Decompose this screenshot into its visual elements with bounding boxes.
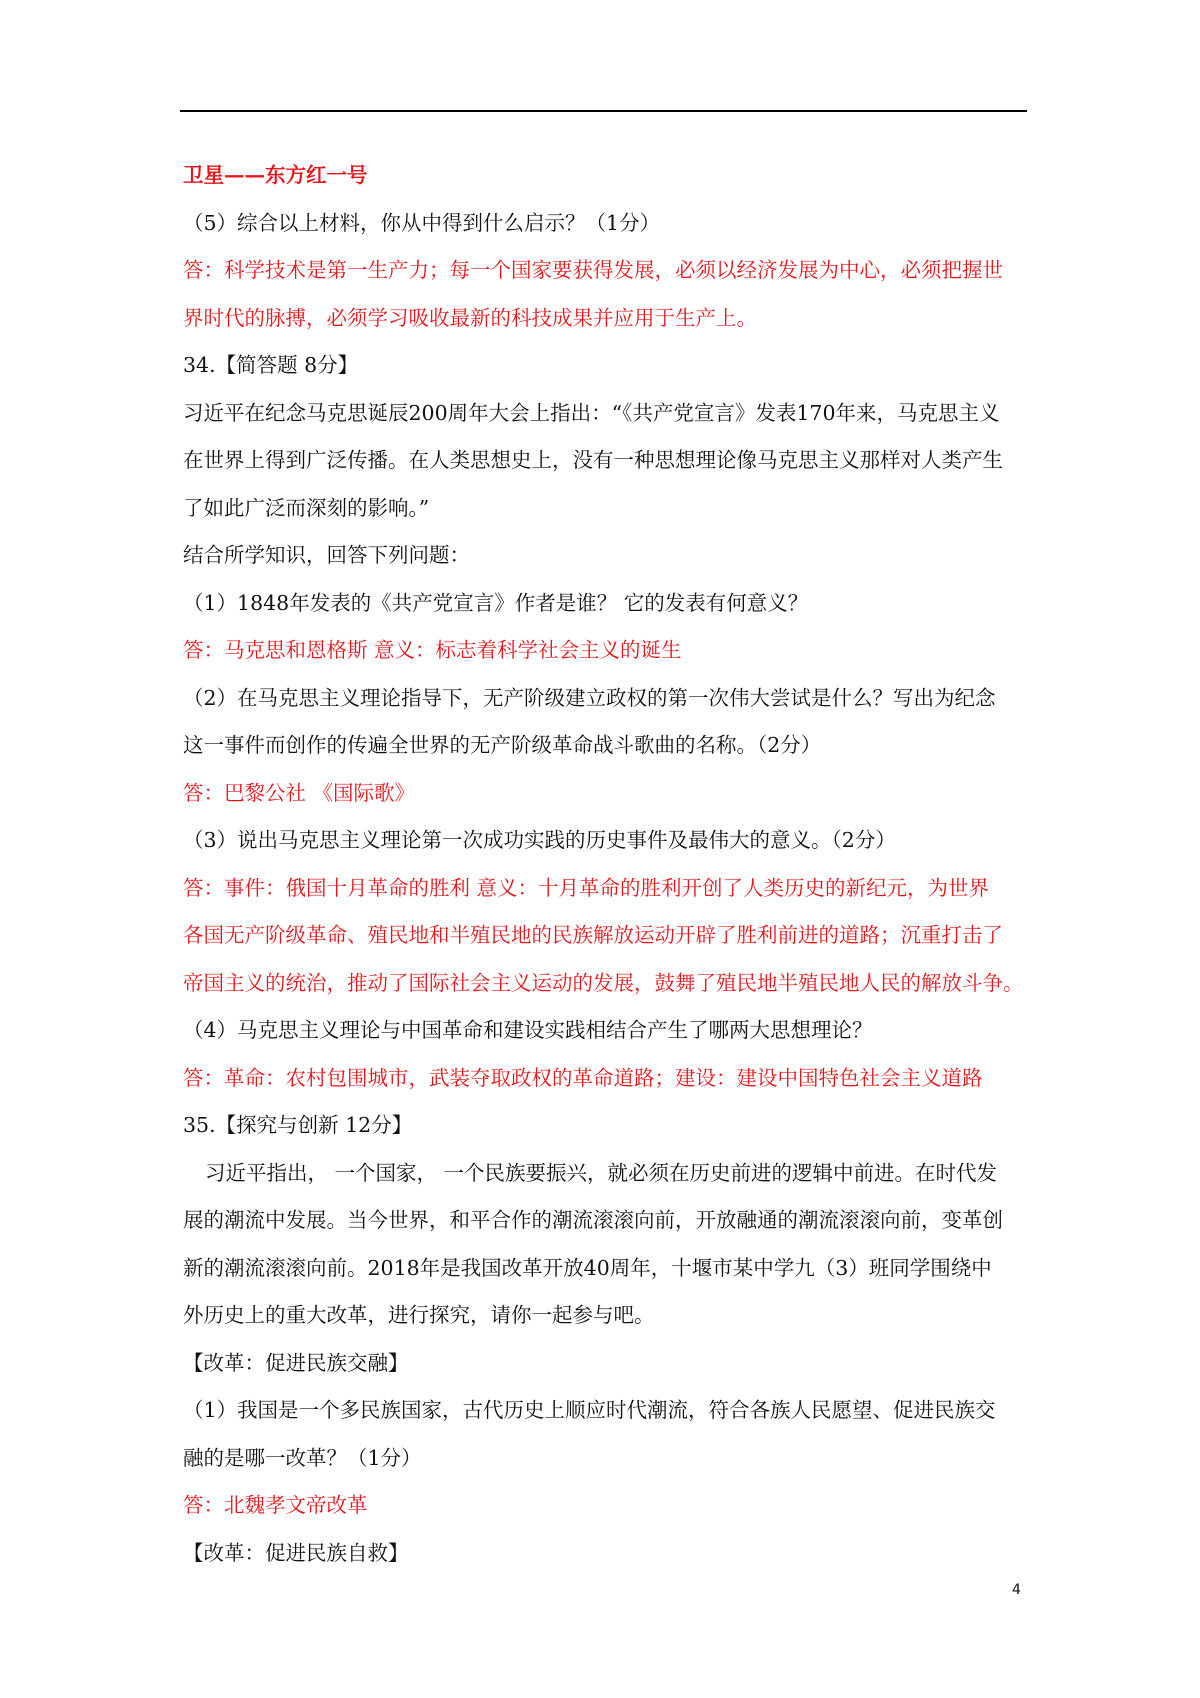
text-line: 34.【简答题 8分】 bbox=[183, 353, 359, 377]
text-line: （4）马克思主义理论与中国革命和建设实践相结合产生了哪两大思想理论？ bbox=[183, 1018, 873, 1042]
text-line: 外历史上的重大改革，进行探究，请你一起参与吧。 bbox=[183, 1303, 655, 1327]
text-line: 了如此广泛而深刻的影响。” bbox=[183, 495, 430, 520]
text-line: 【改革：促进民族自救】 bbox=[183, 1540, 409, 1565]
text-line: 这一事件而创作的传遍全世界的无产阶级革命战斗歌曲的名称。（2分） bbox=[183, 733, 822, 757]
text-line: 融的是哪一改革？（1分） bbox=[183, 1445, 422, 1470]
text-line: （1）1848年发表的《共产党宣言》作者是谁？ 它的发表有何意义？ bbox=[183, 590, 809, 615]
document-body bbox=[183, 152, 1028, 1577]
answer-line: 卫星——东方红一号 bbox=[183, 163, 368, 187]
answer-line: 答：事件：俄国十月革命的胜利 意义：十月革命的胜利开创了人类历史的新纪元，为世界 bbox=[183, 875, 990, 900]
text-line: 展的潮流中发展。当今世界，和平合作的潮流滚滚向前，开放融通的潮流滚滚向前，变革创 bbox=[183, 1208, 1003, 1232]
answer-line: 答：革命：农村包围城市，武装夺取政权的革命道路；建设：建设中国特色社会主义道路 bbox=[183, 1065, 983, 1090]
answer-line: 答：巴黎公社 《国际歌》 bbox=[183, 780, 416, 805]
text-line: 【改革：促进民族交融】 bbox=[183, 1350, 409, 1375]
text-line: 35.【探究与创新 12分】 bbox=[183, 1113, 413, 1137]
text-line: （5）综合以上材料，你从中得到什么启示？（1分） bbox=[183, 210, 661, 235]
answer-line: 各国无产阶级革命、殖民地和半殖民地的民族解放运动开辟了胜利前进的道路；沉重打击了 bbox=[183, 923, 1003, 947]
text-line: 习近平指出， 一个国家， 一个民族要振兴，就必须在历史前进的逻辑中前进。在时代发 bbox=[205, 1160, 998, 1185]
text-line: 结合所学知识，回答下列问题： bbox=[183, 543, 470, 567]
page-number: 4 bbox=[1012, 1582, 1021, 1598]
text-line: （3）说出马克思主义理论第一次成功实践的历史事件及最伟大的意义。（2分） bbox=[183, 828, 896, 852]
answer-line: 界时代的脉搏，必须学习吸收最新的科技成果并应用于生产上。 bbox=[183, 305, 757, 330]
text-line: （2）在马克思主义理论指导下，无产阶级建立政权的第一次伟大尝试是什么？写出为纪念 bbox=[183, 685, 996, 710]
answer-line: 答：北魏孝文帝改革 bbox=[183, 1493, 368, 1517]
text-line: 在世界上得到广泛传播。在人类思想史上，没有一种思想理论像马克思主义那样对人类产生 bbox=[183, 448, 1003, 472]
header-rule bbox=[180, 110, 1027, 112]
answer-line: 答：科学技术是第一生产力；每一个国家要获得发展，必须以经济发展为中心，必须把握世 bbox=[183, 258, 1003, 282]
answer-line: 帝国主义的统治，推动了国际社会主义运动的发展，鼓舞了殖民地半殖民地人民的解放斗争。 bbox=[183, 970, 1024, 995]
answer-line: 答：马克思和恩格斯 意义：标志着科学社会主义的诞生 bbox=[183, 638, 682, 662]
text-line: 习近平在纪念马克思诞辰200周年大会上指出：“《共产党宣言》发表170年来，马克思主义 bbox=[183, 400, 1000, 425]
text-line: 新的潮流滚滚向前。2018年是我国改革开放40周年，十堰市某中学九（3）班同学围绕中 bbox=[183, 1255, 992, 1280]
text-line: （1）我国是一个多民族国家，古代历史上顺应时代潮流，符合各族人民愿望、促进民族交 bbox=[183, 1398, 996, 1422]
